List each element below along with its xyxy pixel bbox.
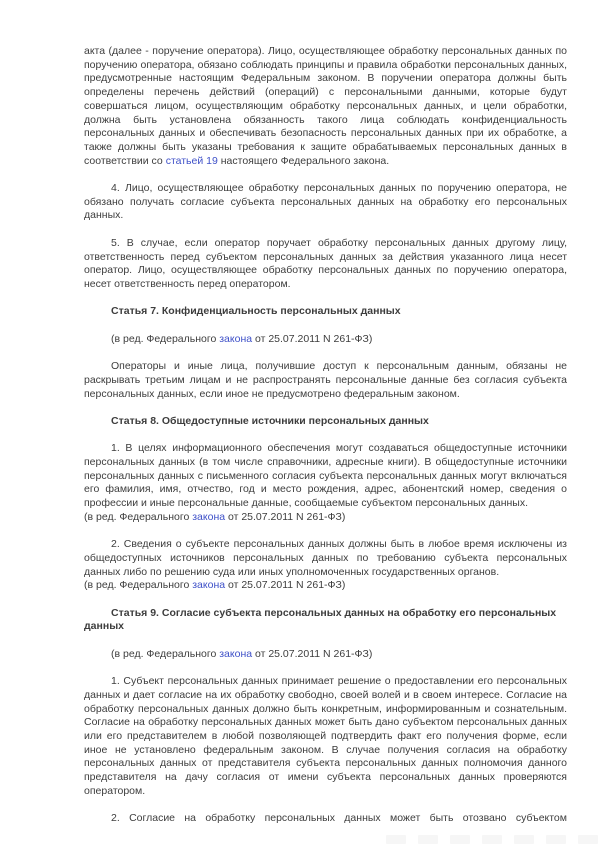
article-9-heading: Статья 9. Согласие субъекта персональных данных на обработку его персональных данных — [84, 606, 557, 633]
article-7-heading: Статья 7. Конфиденциальность персональных данных — [111, 305, 401, 318]
article-9-amendment-note — [84, 648, 567, 662]
document-text-block — [84, 45, 567, 840]
article-8-paragraph-2: 2. Сведения о субъекте персональных данных должны быть в любое время исключены из общедоступных источников персональных данных по требованию субъекта персональных данных либо по решению суда или иных уполномоченных государственных органов. — [84, 538, 567, 578]
footer-mark — [418, 835, 438, 844]
amendment-text: (в ред. Федерального — [111, 332, 220, 345]
article-8-paragraph-2-amendment-note — [84, 579, 567, 593]
paragraph-text: акта (далее - поручение оператора). Лицо, осуществляющее обработку персональных данных по поручению оператора, обязано соблюдать принципы и правила обработки персональных данных, предусмотренные настоящим Федеральным законом. В поручении оператора должны быть определены перечень действий (операций) с персональными данными, которые будут совершаться лицом, осуществляющим обработку персональных данных, и цели обработки, должна быть установлена обязанность такого лица соблюдать конфиденциальность персональных данных и обеспечивать безопасность персональных данных при их обработке, а также должны быть указаны требования к защите обрабатываемых персональных данных в соответствии со — [84, 45, 567, 167]
footer-mark — [450, 835, 470, 844]
article-9-paragraph-2-start: 2. Согласие на обработку персональных данных может быть отозвано субъектом — [111, 812, 567, 825]
amendment-text: (в ред. Федерального — [84, 510, 193, 523]
article-8-heading: Статья 8. Общедоступные источники персональных данных — [111, 414, 429, 427]
zakon-link[interactable]: закона — [219, 647, 253, 660]
footer-mark — [482, 835, 502, 844]
paragraph-text: настоящего Федерального закона. — [217, 154, 390, 167]
paragraph-item-5: 5. В случае, если оператор поручает обработку персональных данных другому лицу, ответственность перед субъектом персональных данных за действия указанного лица несет оператор. Лицо, осуществляющее обработку персональных данных по поручению оператора, несет ответственность перед оператором. — [84, 236, 567, 290]
footer-mark — [514, 835, 534, 844]
footer-mark — [546, 835, 566, 844]
paragraph-continuation — [84, 45, 567, 168]
amendment-text: (в ред. Федерального — [84, 579, 193, 592]
zakon-link[interactable]: закона — [192, 579, 226, 592]
article-8-paragraph-1-amendment-note — [84, 511, 567, 525]
article-7-amendment-note — [84, 333, 567, 347]
article-9-paragraph-1: 1. Субъект персональных данных принимает решение о предоставлении его персональных данных и дает согласие на их обработку свободно, своей волей и в своем интересе. Согласие на обработку персональных данных должно быть конкретным, информированным и сознательным. Согласие на обработку персональных данных может быть дано субъектом персональных данных или его представителем в любой позволяющей подтвердить факт его получения форме, если иное не установлено федеральным законом. В случае получения согласия на обработку персональных данных от представителя субъекта персональных данных полномочия данного представителя на дачу согласия от имени субъекта персональных данных проверяются оператором. — [84, 675, 567, 797]
footer-artifact-row — [386, 835, 598, 844]
footer-mark — [386, 835, 406, 844]
paragraph-item-4: 4. Лицо, осуществляющее обработку персональных данных по поручению оператора, не обязано получать согласие субъекта персональных данных на обработку его персональных данных. — [84, 182, 567, 222]
article-8-paragraph-1: 1. В целях информационного обеспечения могут создаваться общедоступные источники персональных данных (в том числе справочники, адресные книги). В общедоступные источники персональных данных с письменного согласия субъекта персональных данных могут включаться его фамилия, имя, отчество, год и место рождения, адрес, абонентский номер, сведения о профессии и иные персональные данные, сообщаемые субъектом персональных данных. — [84, 442, 567, 510]
zakon-link[interactable]: закона — [219, 332, 253, 345]
amendment-text: от 25.07.2011 N 261-ФЗ) — [225, 579, 346, 592]
amendment-text: от 25.07.2011 N 261-ФЗ) — [252, 332, 373, 345]
amendment-text: от 25.07.2011 N 261-ФЗ) — [225, 510, 346, 523]
zakon-link[interactable]: закона — [192, 510, 226, 523]
amendment-text: от 25.07.2011 N 261-ФЗ) — [252, 647, 373, 660]
footer-mark — [578, 835, 598, 844]
amendment-text: (в ред. Федерального — [111, 647, 220, 660]
article-7-body: Операторы и иные лица, получившие доступ к персональным данным, обязаны не раскрывать третьим лицам и не распространять персональные данные без согласия субъекта персональных данных, если иное не предусмотрено федеральным законом. — [84, 360, 567, 400]
statya-19-link[interactable]: статьей 19 — [165, 154, 218, 167]
